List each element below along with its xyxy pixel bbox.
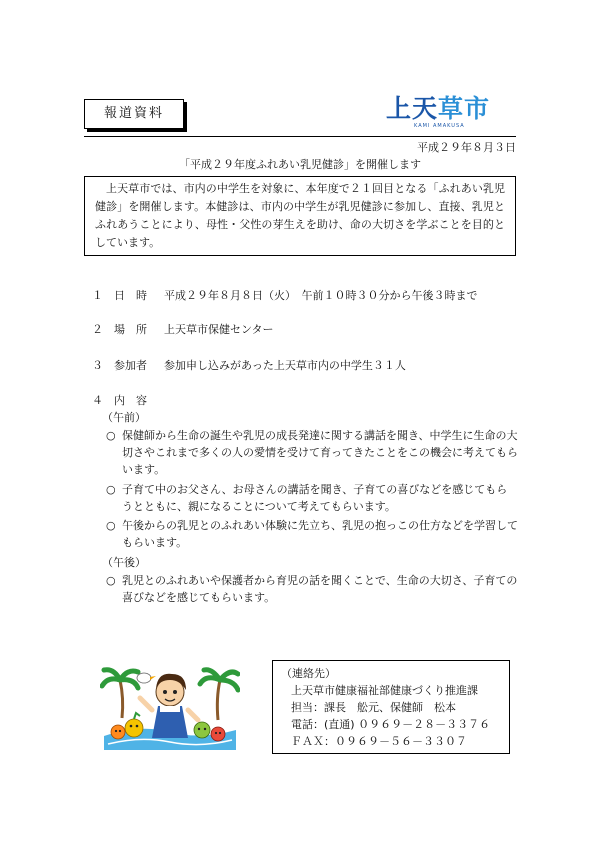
morning-bullet-1 <box>106 427 518 478</box>
item-number: ４ <box>92 394 103 407</box>
city-logo <box>386 96 508 130</box>
circle-bullet-icon: ○ <box>106 519 116 532</box>
item-label: 参加者 <box>114 359 147 372</box>
fruit-character-icon <box>111 725 125 739</box>
circle-bullet-icon: ○ <box>106 483 116 496</box>
item-label: 場 所 <box>114 323 147 336</box>
bullet-text: 保健師から生命の誕生や乳児の成長発達に関する講話を聞き、中学生に生命の大切さやこれまで多くの人の愛情を受けて育ってきたことをこの機会に考えてもらいます。 <box>122 429 518 476</box>
character-icon <box>140 674 198 738</box>
morning-bullet-2 <box>106 481 518 515</box>
bullet-text: 午後からの乳児とのふれあい体験に先立ち、乳児の抱っこの仕方などを学習してもらいます。 <box>122 519 518 549</box>
morning-label: （午前） <box>102 411 146 424</box>
logo-text-kusashi: 草市 <box>438 94 491 123</box>
afternoon-label: （午後） <box>102 556 146 569</box>
contact-phone: 電話：(直通) ０９６９－２８－３３７６ <box>291 718 491 731</box>
item-content <box>92 392 164 408</box>
fruit-character-icon <box>125 713 143 737</box>
morning-bullet-3 <box>106 517 518 551</box>
contact-fax: ＦＡＸ：０９６９－５６－３３０７ <box>291 735 467 748</box>
release-date: 平成２９年８月３日 <box>417 141 516 154</box>
contact-box <box>272 660 510 754</box>
logo-subtext: KAMI AMAKUSA <box>414 123 465 129</box>
contact-department: 上天草市健康福祉部健康づくり推進課 <box>291 684 478 697</box>
item-number: １ <box>92 289 103 302</box>
fruit-character-icon <box>194 722 210 738</box>
fruit-character-icon <box>211 727 225 741</box>
item-value: 平成２９年８月８日（火） 午前１０時３０分から午後３時まで <box>164 289 478 302</box>
circle-bullet-icon: ○ <box>106 574 116 587</box>
summary-text: 上天草市では、市内の中学生を対象に、本年度で２１回目となる「ふれあい乳児健診」を開催します。本健診は、市内の中学生が乳児健診に参加し、直接、乳児とふれあうことにより、母性・父性の芽生えを助け、命の大切さを学ぶことを目的としています。 <box>95 182 505 249</box>
palm-tree-icon <box>102 670 138 718</box>
bullet-text: 乳児とのふれあいや保護者から育児の話を聞くことで、生命の大切さ、子育ての喜びなどを感じてもらいます。 <box>122 574 518 604</box>
palm-tree-icon <box>200 670 238 720</box>
logo-text-kamiama: 上天 <box>386 94 439 123</box>
afternoon-bullet-1 <box>106 572 518 606</box>
bullet-text: 子育て中のお父さん、お母さんの講話を聞き、子育ての喜びなどを感じてもらうとともに、親になることについて考えてもらいます。 <box>122 483 508 513</box>
item-datetime <box>92 287 478 303</box>
summary-box <box>84 176 516 256</box>
press-release-badge: 報道資料 <box>84 99 184 129</box>
contact-person: 担当：課長 舩元、保健師 松本 <box>291 701 456 714</box>
item-value: 参加申し込みがあった上天草市内の中学生３１人 <box>164 359 406 372</box>
header-rule <box>84 136 516 137</box>
document-title: 「平成２９年度ふれあい乳児健診」を開催します <box>179 158 421 171</box>
item-value: 上天草市保健センター <box>164 323 274 336</box>
item-label: 内 容 <box>114 394 147 407</box>
item-location <box>92 321 274 337</box>
item-participants <box>92 357 406 373</box>
item-label: 日 時 <box>114 289 147 302</box>
item-number: ３ <box>92 359 103 372</box>
mascot-illustration-icon <box>100 658 240 754</box>
contact-heading: （連絡先） <box>281 667 336 680</box>
circle-bullet-icon: ○ <box>106 429 116 442</box>
item-number: ２ <box>92 323 103 336</box>
